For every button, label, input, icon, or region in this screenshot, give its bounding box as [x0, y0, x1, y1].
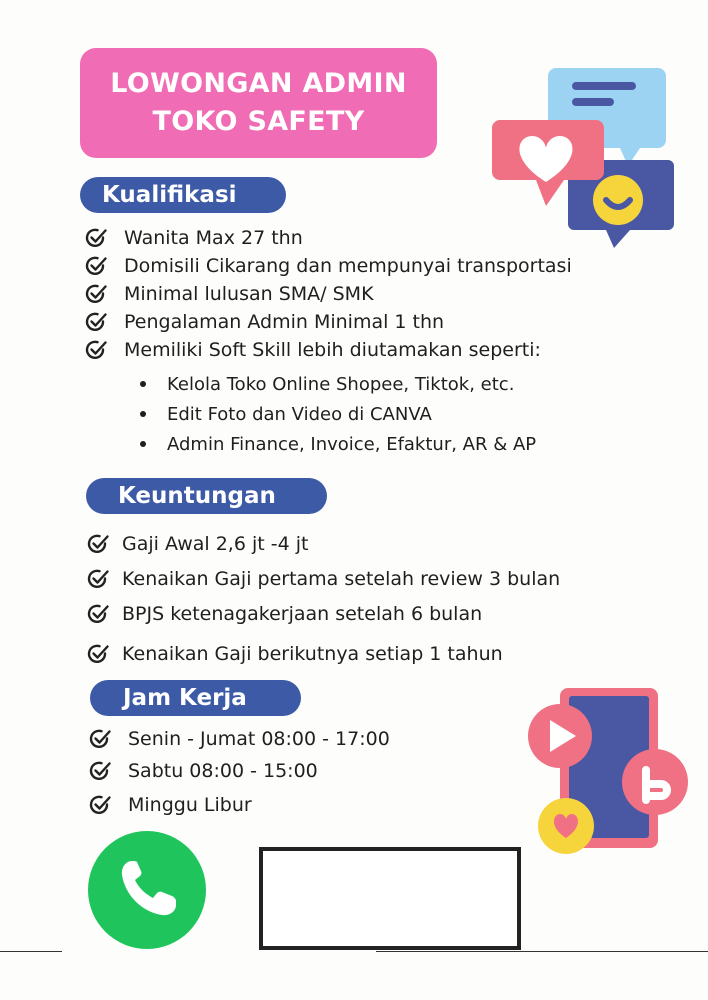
bottom-divider-right	[376, 951, 708, 952]
bullet-icon	[140, 381, 146, 387]
section-keuntungan	[86, 478, 327, 514]
title-banner	[80, 48, 437, 158]
bottom-divider-left	[0, 951, 62, 952]
soft-skill-item: Kelola Toko Online Shopee, Tiktok, etc.	[140, 369, 536, 399]
check-circle-icon	[88, 727, 112, 751]
smartphone-social-icon	[522, 688, 694, 856]
jam-kerja-item: Senin - Jumat 08:00 - 17:00	[88, 725, 390, 753]
section-jam-kerja-label: Jam Kerja	[123, 685, 247, 711]
kualifikasi-item: Wanita Max 27 thn	[84, 224, 572, 252]
check-circle-icon	[86, 642, 110, 666]
check-circle-icon	[86, 567, 110, 591]
check-circle-icon	[86, 602, 110, 626]
section-jam-kerja	[90, 680, 301, 716]
kualifikasi-item: Memiliki Soft Skill lebih diutamakan seperti:	[84, 336, 572, 364]
soft-skill-item: Admin Finance, Invoice, Efaktur, AR & AP	[140, 429, 536, 459]
check-circle-icon	[88, 759, 112, 783]
soft-skill-list	[140, 369, 536, 459]
kualifikasi-item: Minimal lulusan SMA/ SMK	[84, 280, 572, 308]
check-circle-icon	[84, 254, 108, 278]
jam-kerja-item: Minggu Libur	[88, 791, 252, 819]
check-circle-icon	[84, 282, 108, 306]
keuntungan-item: Kenaikan Gaji berikutnya setiap 1 tahun	[86, 640, 686, 668]
kualifikasi-item: Pengalaman Admin Minimal 1 thn	[84, 308, 572, 336]
kualifikasi-list	[84, 224, 572, 364]
check-circle-icon	[88, 793, 112, 817]
check-circle-icon	[84, 338, 108, 362]
soft-skill-item: Edit Foto dan Video di CANVA	[140, 399, 536, 429]
section-kualifikasi	[80, 177, 286, 213]
title-line-2: TOKO SAFETY	[152, 106, 365, 137]
bullet-icon	[140, 441, 146, 447]
keuntungan-item: Kenaikan Gaji pertama setelah review 3 bulan	[86, 565, 686, 593]
kualifikasi-item: Domisili Cikarang dan mempunyai transportasi	[84, 252, 572, 280]
check-circle-icon	[86, 532, 110, 556]
jam-kerja-item: Sabtu 08:00 - 15:00	[88, 757, 318, 785]
check-circle-icon	[84, 310, 108, 334]
title-line-1: LOWONGAN ADMIN	[110, 68, 407, 99]
section-keuntungan-label: Keuntungan	[118, 483, 276, 509]
check-circle-icon	[84, 226, 108, 250]
bullet-icon	[140, 411, 146, 417]
section-kualifikasi-label: Kualifikasi	[102, 182, 237, 208]
phone-call-icon[interactable]	[88, 831, 206, 949]
keuntungan-item: BPJS ketenagakerjaan setelah 6 bulan	[86, 600, 686, 628]
keuntungan-item: Gaji Awal 2,6 jt -4 jt	[86, 530, 686, 558]
blank-frame	[259, 847, 521, 950]
